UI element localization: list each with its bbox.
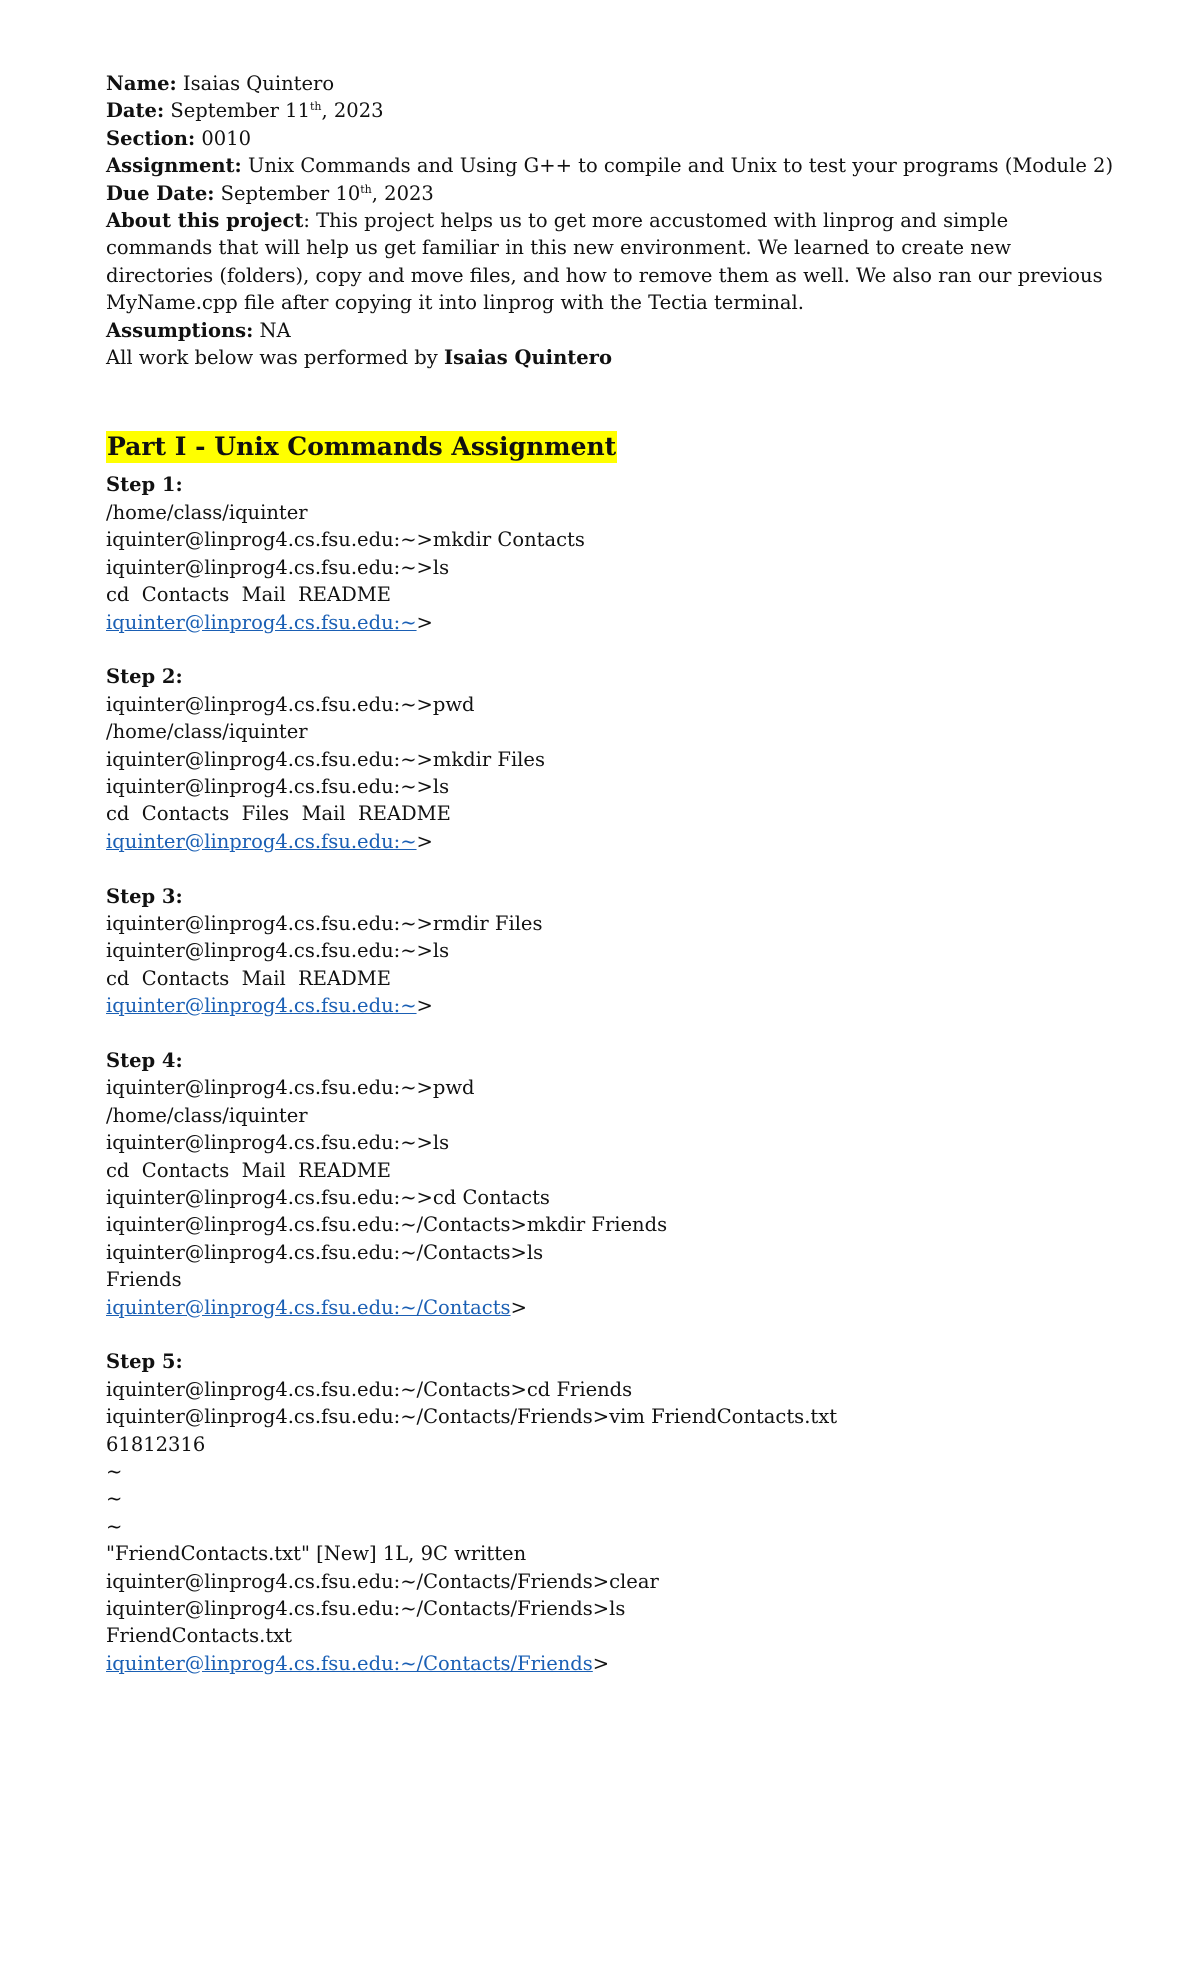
assumptions-line	[106, 317, 1106, 344]
step-block	[106, 1348, 1106, 1677]
assignment-label: Assignment:	[106, 154, 242, 178]
step-spacer	[106, 636, 1106, 663]
prompt-suffix: >	[510, 1295, 527, 1319]
step-title-line	[106, 1348, 1106, 1375]
step-block	[106, 471, 1106, 663]
section-line	[106, 125, 1106, 152]
step-block	[106, 883, 1106, 1047]
terminal-line: "FriendContacts.txt" [New] 1L, 9C written	[106, 1542, 527, 1566]
step-title: Step 2:	[106, 665, 183, 689]
prompt-suffix: >	[592, 1651, 610, 1675]
spacer	[106, 371, 1106, 431]
due-date-main: September 10	[220, 181, 361, 205]
terminal-line: cd Contacts Mail README	[106, 1158, 391, 1182]
terminal-prompt-line	[106, 609, 1106, 636]
terminal-line: ~	[106, 1514, 123, 1538]
prompt-link[interactable]: iquinter@linprog4.cs.fsu.edu:~	[106, 994, 417, 1018]
assumptions-value: NA	[259, 318, 291, 342]
terminal-line: iquinter@linprog4.cs.fsu.edu:~>rmdir Files	[106, 911, 543, 935]
due-date-year: , 2023	[371, 181, 434, 205]
step-title: Step 4:	[106, 1048, 183, 1072]
steps-container	[106, 471, 1106, 1677]
work-statement	[106, 344, 1106, 371]
terminal-line: iquinter@linprog4.cs.fsu.edu:~>mkdir Files	[106, 747, 545, 771]
prompt-suffix: >	[416, 610, 433, 634]
prompt-suffix: >	[416, 994, 433, 1018]
name-value: Isaias Quintero	[182, 72, 335, 95]
date-value-main: September 11	[170, 99, 310, 123]
prompt-link[interactable]: iquinter@linprog4.cs.fsu.edu:~	[106, 610, 417, 634]
step-spacer	[106, 1020, 1106, 1047]
terminal-line: 61812316	[106, 1432, 206, 1456]
part1-heading-block	[106, 431, 1106, 463]
step-block	[106, 663, 1106, 882]
step-spacer	[106, 855, 1106, 882]
terminal-line: iquinter@linprog4.cs.fsu.edu:~>ls	[106, 939, 450, 963]
step-title: Step 1:	[106, 473, 183, 497]
terminal-line: iquinter@linprog4.cs.fsu.edu:~/Contacts/Friends>clear	[106, 1569, 659, 1593]
terminal-line: ~	[106, 1460, 123, 1484]
prompt-link[interactable]: iquinter@linprog4.cs.fsu.edu:~/Contacts	[106, 1295, 511, 1319]
about-paragraph	[106, 207, 1106, 317]
terminal-line: iquinter@linprog4.cs.fsu.edu:~>ls	[106, 1131, 450, 1155]
terminal-line: iquinter@linprog4.cs.fsu.edu:~>cd Contacts	[106, 1185, 550, 1209]
date-label: Date:	[106, 99, 165, 123]
terminal-line: /home/class/iquinter	[106, 500, 308, 524]
step-title-line	[106, 663, 1106, 690]
section-value: 0010	[201, 126, 252, 150]
due-date-ordinal: th	[360, 182, 372, 196]
due-date-line	[106, 180, 1106, 207]
terminal-line: iquinter@linprog4.cs.fsu.edu:~>mkdir Contacts	[106, 528, 585, 552]
work-statement-name: Isaias Quintero	[443, 346, 612, 370]
prompt-link[interactable]: iquinter@linprog4.cs.fsu.edu:~/Contacts/Friends	[106, 1651, 593, 1675]
terminal-prompt-line	[106, 1294, 1106, 1321]
step-title-line	[106, 1047, 1106, 1074]
prompt-suffix: >	[416, 829, 433, 853]
terminal-line: iquinter@linprog4.cs.fsu.edu:~>ls	[106, 774, 450, 798]
step-title: Step 5:	[106, 1350, 183, 1374]
step-title-line	[106, 471, 1106, 498]
step-block	[106, 1047, 1106, 1348]
terminal-line: cd Contacts Files Mail README	[106, 802, 451, 826]
terminal-line: iquinter@linprog4.cs.fsu.edu:~/Contacts/Friends>vim FriendContacts.txt	[106, 1405, 838, 1429]
terminal-line: iquinter@linprog4.cs.fsu.edu:~/Contacts>ls	[106, 1240, 544, 1264]
terminal-line: ~	[106, 1487, 123, 1511]
about-text: : This project helps us to get more accustomed with linprog and simple commands that will help us get familiar in this new environment. We learned to create new directories (folders), copy and move files, and how to remove them as well. We also ran our previous MyName.cpp file after copying it into linprog with the Tectia terminal.	[106, 209, 1103, 315]
terminal-line: Friends	[106, 1268, 182, 1292]
about-label: About this project	[106, 209, 304, 233]
name-label: Name:	[106, 72, 177, 95]
date-value-year: , 2023	[321, 99, 384, 123]
terminal-line: iquinter@linprog4.cs.fsu.edu:~/Contacts/Friends>ls	[106, 1597, 626, 1621]
terminal-prompt-line	[106, 1650, 1106, 1677]
step-title-line	[106, 883, 1106, 910]
assignment-line	[106, 152, 1114, 179]
section-label: Section:	[106, 126, 196, 150]
date-ordinal: th	[309, 100, 322, 114]
terminal-line: cd Contacts Mail README	[106, 966, 391, 990]
terminal-line: iquinter@linprog4.cs.fsu.edu:~/Contacts>mkdir Friends	[106, 1213, 668, 1237]
terminal-line: /home/class/iquinter	[106, 720, 308, 744]
terminal-line: iquinter@linprog4.cs.fsu.edu:~/Contacts>cd Friends	[106, 1377, 633, 1401]
terminal-line: FriendContacts.txt	[106, 1624, 292, 1648]
name-line	[106, 70, 1106, 97]
assignment-value: Unix Commands and Using G++ to compile and Unix to test your programs (Module 2)	[247, 154, 1114, 178]
step-title: Step 3:	[106, 884, 183, 908]
terminal-prompt-line	[106, 828, 1106, 855]
step-spacer	[106, 1321, 1106, 1348]
terminal-prompt-line	[106, 992, 1106, 1019]
part1-heading: Part I - Unix Commands Assignment	[107, 432, 617, 462]
work-statement-text: All work below was performed by	[106, 346, 444, 370]
terminal-line: /home/class/iquinter	[106, 1103, 308, 1127]
terminal-line: iquinter@linprog4.cs.fsu.edu:~>pwd	[106, 692, 475, 716]
assumptions-label: Assumptions:	[106, 318, 254, 342]
prompt-link[interactable]: iquinter@linprog4.cs.fsu.edu:~	[106, 829, 417, 853]
document-page	[106, 70, 1114, 1677]
date-line	[106, 97, 1106, 124]
terminal-line: iquinter@linprog4.cs.fsu.edu:~>pwd	[106, 1076, 475, 1100]
terminal-line: iquinter@linprog4.cs.fsu.edu:~>ls	[106, 555, 450, 579]
terminal-line: cd Contacts Mail README	[106, 583, 391, 607]
due-date-label: Due Date:	[106, 181, 215, 205]
